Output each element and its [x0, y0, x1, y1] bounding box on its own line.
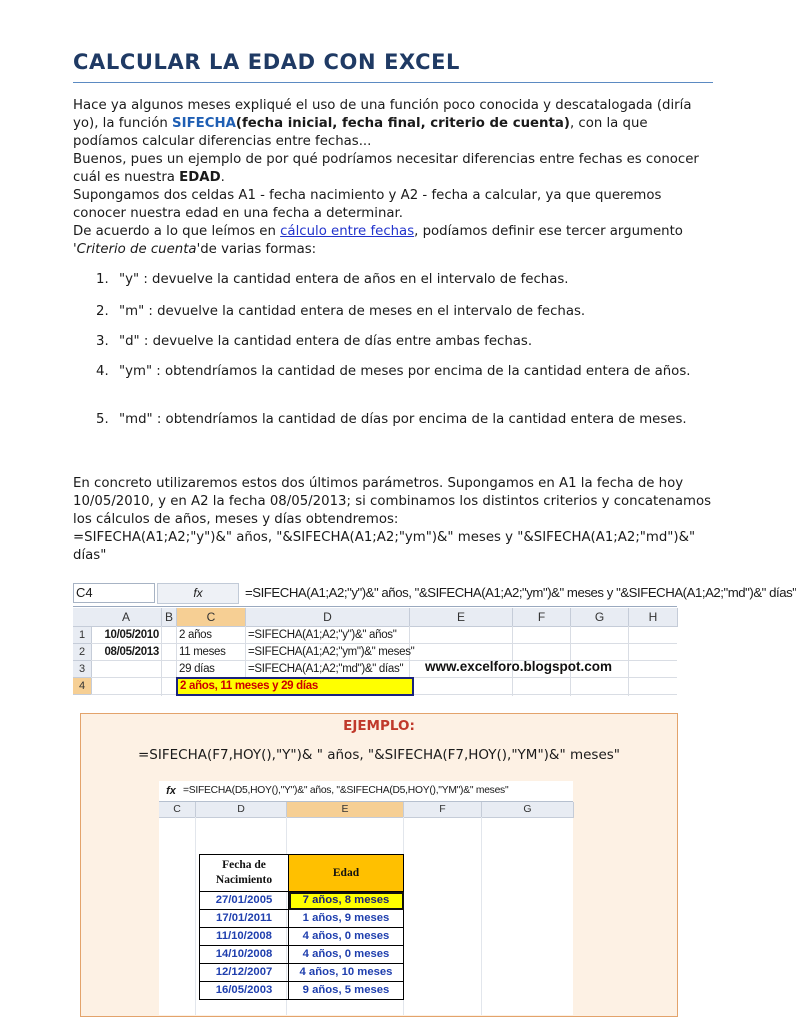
table-row [200, 982, 404, 1000]
table-header-row [200, 855, 404, 892]
cell-a1: 10/05/2010 [104, 629, 159, 641]
cell-c2: 11 meses [179, 646, 226, 658]
fx-icon: fx [157, 583, 239, 604]
page-title: CALCULAR LA EDAD CON EXCEL [73, 50, 461, 74]
function-arguments: (fecha inicial, fecha final, criterio de cuenta) [235, 116, 570, 131]
grid-line [628, 626, 629, 696]
cell-d1: =SIFECHA(A1;A2;"y")&" años" [248, 629, 397, 641]
formula-bar [73, 580, 796, 607]
site-watermark: www.excelforo.blogspot.com [425, 659, 613, 674]
birth-date-cell: 14/10/2008 [200, 946, 289, 964]
cell-d3: =SIFECHA(A1;A2;"md")&" días" [248, 663, 404, 675]
fx-icon: fx [166, 785, 176, 797]
column-header-e: E [410, 608, 513, 627]
criterio-italic: Criterio de cuenta [76, 242, 197, 257]
age-cell: 4 años, 0 meses [289, 946, 404, 964]
example-box [80, 713, 678, 1017]
link-calculo-entre-fechas[interactable]: cálculo entre fechas [280, 224, 415, 239]
row-header-1: 1 [73, 627, 92, 644]
column-header-a: A [91, 608, 162, 627]
excel-screenshot-2 [159, 781, 573, 1015]
grid-line [161, 626, 162, 696]
column-header-d: D [196, 802, 287, 818]
column-header-g: G [482, 802, 574, 818]
name-box: C4 [73, 583, 155, 603]
header-age: Edad [289, 855, 404, 892]
birth-date-cell: 16/05/2003 [200, 982, 289, 1000]
intro-paragraph-2: Buenos, pues un ejemplo de por qué podríamos necesitar diferencias entre fechas es conocer cuál es nuestra EDAD. [73, 152, 699, 185]
column-header-e: E [287, 802, 404, 818]
example-title: EJEMPLO: [343, 718, 415, 734]
table-row [200, 928, 404, 946]
excel-screenshot-1 [73, 580, 796, 696]
table-row [200, 892, 404, 910]
row-header-2: 2 [73, 644, 92, 661]
column-header-h: H [629, 608, 678, 627]
grid-line [481, 817, 482, 1015]
example-explanation [73, 475, 713, 565]
column-header-d: D [246, 608, 410, 627]
intro-paragraph-1: Hace ya algunos meses expliqué el uso de una función poco conocida y descatalogada (diría yo), la función SIFECHA(fecha inicial, fecha final, criterio de cuenta), con la que podíamos calcular diferencias entre fechas... [73, 98, 692, 149]
intro-paragraph-4: De acuerdo a lo que leímos en cálculo entre fechas, podíamos definir ese tercer argumento 'Criterio de cuenta'de varias formas: [73, 224, 683, 257]
age-cell: 7 años, 8 meses [289, 892, 404, 910]
function-name: SIFECHA [172, 116, 236, 131]
explanation-text: En concreto utilizaremos estos dos últimos parámetros. Supongamos en A1 la fecha de hoy 10/05/2010, y en A2 la fecha 08/05/2013; si combinamos los distintos criterios y concatenamos los cálculos de años, meses y días obtendremos: [73, 476, 712, 527]
age-cell: 1 años, 9 meses [289, 910, 404, 928]
document-page: CALCULAR LA EDAD CON EXCEL Hace ya algunos meses expliqué el uso de una función poco conocida y descatalogada (diría yo), la función SIFECHA(fecha inicial, fecha final, criterio de cuenta), con la que podíamos calcular diferencias entre fechas... Buenos, pues un ejemplo de por qué podríamos necesitar diferencias entre fechas es conocer cuál es nuestra EDAD. Supongamos dos celdas A1 - fecha nacimiento y A2 - fecha a calcular, ya que queremos conocer nuestra edad en una fecha a determinar. De acuerdo a lo que leímos en cálculo entre fechas, podíamos definir ese tercer argumento 'Criterio de cuenta'de varias formas: 1. "y" : devuelve la cantidad entera de años en el intervalo de fechas. 2. "m" : devuelve la cantidad entera de meses en el intervalo de fechas. 3. "d" : devuelve la cantidad entera de días entre ambas fechas. 4. "ym" : obtendríamos la cantidad de meses por encima de la cantidad entera de años. 5. "md" : obtendríamos la cantidad de días por encima de la cantidad entera de meses. En concreto utilizaremos estos dos últimos parámetros. Supongamos en A1 la fecha de hoy 10/05/2010, y en A2 la fecha 08/05/2013; si combinamos los distintos criterios y concatenamos los cálculos de años, meses y días obtendremos: =SIFECHA(A1;A2;"y")&" años, "&SIFECHA(A1;A2;"ym")&" meses y "&SIFECHA(A1;A2;"md")&" días" C4 fx =SIFECHA(A1;A2;"y")&" años, "&SIFECHA(A1;A2;"ym")&" meses y "&SIFECHA(A1;A2;"md")&" días" A B C D E F G H 1 2 3 4 10/05/2010 08/05/2013 2 años 11 meses 29 días =SIFECHA(A1;A2;"y")&" años" =SIFECHA(A1;A2;"ym")&" meses" =SIFECHA(A1;A2;"md")&" días" 2 años, 11 meses y 29 días www.excelforo.blogspot.com EJEMPLO: =SIFECHA(F7,HOY(),"Y")& " años, "&SIFECHA(F7,HOY(),"YM")&" meses" fx =SIFECHA(D5,HOY(),"Y")&" años, "&SIFECHA(D5,HOY(),"YM")&" meses" C D E F G Fecha de Nacimiento Edad 27/01/2005 7 años, 8 meses 17/01/2011 1 años, 9 meses 11/10/2008 4 años, 0 meses 14/10/2008 4 años, 0 meses 12/12/2007 4 años, 10 meses 16/05/2003 9 años, 5 meses [0, 0, 768, 1024]
intro-text [73, 97, 713, 259]
birth-date-cell: 12/12/2007 [200, 964, 289, 982]
cell-c3: 29 días [179, 663, 215, 675]
formula-bar [159, 781, 573, 802]
formula-text: =SIFECHA(D5,HOY(),"Y")&" años, "&SIFECHA(D5,HOY(),"YM")&" meses" [183, 785, 509, 796]
cell-a2: 08/05/2013 [104, 646, 159, 658]
column-header-g: G [571, 608, 629, 627]
row-header-3: 3 [73, 661, 92, 678]
column-header-f: F [513, 608, 571, 627]
column-header-c: C [159, 802, 196, 818]
age-cell: 4 años, 0 meses [289, 928, 404, 946]
table-row [200, 964, 404, 982]
cell-c1: 2 años [179, 629, 212, 641]
table-row [200, 946, 404, 964]
column-header-b: B [162, 608, 177, 627]
column-header-f: F [404, 802, 482, 818]
birth-date-cell: 11/10/2008 [200, 928, 289, 946]
header-birth-date: Fecha de Nacimiento [200, 855, 289, 892]
table-row [200, 910, 404, 928]
explanation-formula: =SIFECHA(A1;A2;"y")&" años, "&SIFECHA(A1;A2;"ym")&" meses y "&SIFECHA(A1;A2;"md")&" días" [73, 530, 696, 563]
cell-d2: =SIFECHA(A1;A2;"ym")&" meses" [248, 646, 415, 658]
example-formula: =SIFECHA(F7,HOY(),"Y")& " años, "&SIFECHA(F7,HOY(),"YM")&" meses" [137, 747, 620, 763]
cell-c4-result: 2 años, 11 meses y 29 días [176, 677, 414, 696]
age-cell: 9 años, 5 meses [289, 982, 404, 1000]
birth-date-cell: 17/01/2011 [200, 910, 289, 928]
grid-line [195, 817, 196, 1015]
birth-date-cell: 27/01/2005 [200, 892, 289, 910]
age-cell: 4 años, 10 meses [289, 964, 404, 982]
formula-text: =SIFECHA(A1;A2;"y")&" años, "&SIFECHA(A1;A2;"ym")&" meses y "&SIFECHA(A1;A2;"md")&" días" [245, 585, 796, 600]
corner-cell [73, 608, 92, 627]
age-table [199, 854, 404, 1000]
intro-paragraph-3: Supongamos dos celdas A1 - fecha nacimiento y A2 - fecha a calcular, ya que queremos conocer nuestra edad en una fecha a determinar. [73, 188, 662, 221]
column-header-c: C [177, 608, 246, 627]
title-divider [73, 82, 713, 83]
edad-keyword: EDAD [179, 170, 221, 185]
row-header-4: 4 [73, 678, 92, 695]
